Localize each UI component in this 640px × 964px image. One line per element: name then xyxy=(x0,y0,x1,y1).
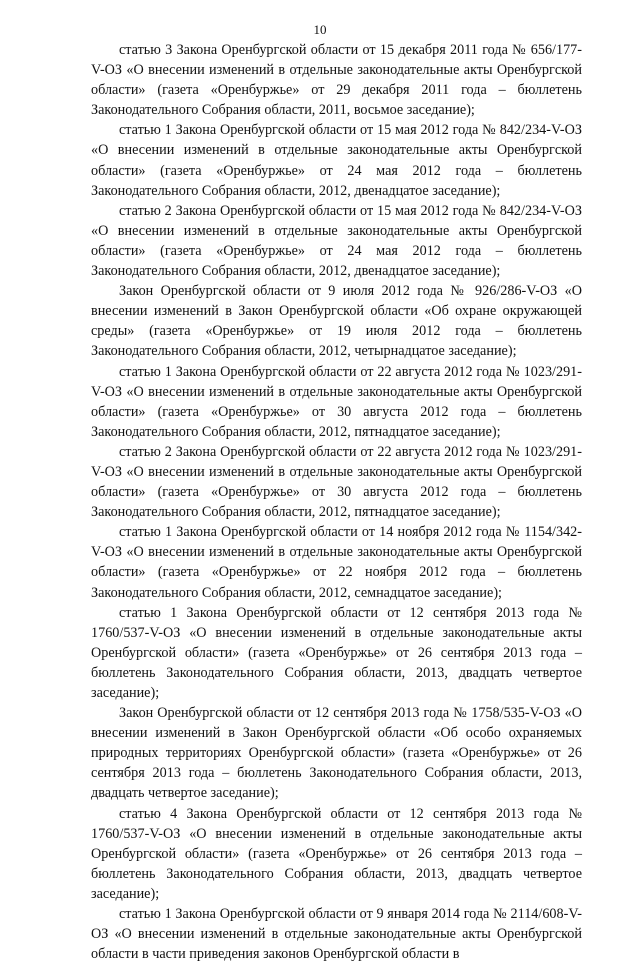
paragraph: Закон Оренбургской области от 9 июля 2012 года № 926/286-V-ОЗ «О внесении изменений в Закон Оренбургской области «Об охране окружающей среды» (газета «Оренбуржье» от 19 июля 2012 года – бюллетень Законодательного Собрания области, 2012, четырнадцатое заседание); xyxy=(91,283,582,360)
paragraph: статью 1 Закона Оренбургской области от 22 августа 2012 года № 1023/291-V-ОЗ «О внесении изменений в отдельные законодательные акты Оренбургской области» (газета «Оренбуржье» от 30 августа 2012 года – бюллетень Законодательного Собрания области, 2012, пятнадцатое заседание); xyxy=(91,363,582,440)
paragraph: Закон Оренбургской области от 12 сентября 2013 года № 1758/535-V-ОЗ «О внесении изменений в Закон Оренбургской области «Об особо охраняемых природных территориях Оренбургской области» (газета «Оренбуржье» от 26 сентября 2013 года – бюллетень Законодательного Собрания области, 2013, двадцать четвертое заседание); xyxy=(91,705,582,802)
document-body xyxy=(91,40,582,964)
paragraph: статью 2 Закона Оренбургской области от 15 мая 2012 года № 842/234-V-ОЗ «О внесении изменений в отдельные законодательные акты Оренбургской области» (газета «Оренбуржье» от 24 мая 2012 года – бюллетень Законодательного Собрания области, 2012, двенадцатое заседание); xyxy=(91,202,582,280)
paragraph: статью 3 Закона Оренбургской области от 15 декабря 2011 года № 656/177-V-ОЗ «О внесении изменений в отдельные законодательные акты Оренбургской области» (газета «Оренбуржье» от 29 декабря 2011 года – бюллетень Законодательного Собрания области, 2011, восьмое заседание); xyxy=(91,42,582,119)
paragraph: статью 1 Закона Оренбургской области от 12 сентября 2013 года № 1760/537-V-ОЗ «О внесении изменений в отдельные законодательные акты Оренбургской области» (газета «Оренбуржье» от 26 сентября 2013 года – бюллетень Законодательного Собрания области, 2013, двадцать четвертое заседание); xyxy=(91,604,582,701)
paragraph: статью 1 Закона Оренбургской области от 9 января 2014 года № 2114/608-V-ОЗ «О внесении изменений в отдельные законодательные акты Оренбургской области в части приведения законов Оренбургской области в xyxy=(91,906,582,963)
paragraph: статью 4 Закона Оренбургской области от 12 сентября 2013 года № 1760/537-V-ОЗ «О внесении изменений в отдельные законодательные акты Оренбургской области» (газета «Оренбуржье» от 26 сентября 2013 года – бюллетень Законодательного Собрания области, 2013, двадцать четвертое заседание); xyxy=(91,805,582,902)
paragraph: статью 1 Закона Оренбургской области от 14 ноября 2012 года № 1154/342-V-ОЗ «О внесении изменений в отдельные законодательные акты Оренбургской области» (газета «Оренбуржье» от 22 ноября 2012 года – бюллетень Законодательного Собрания области, 2012, семнадцатое заседание); xyxy=(91,524,582,601)
paragraph: статью 1 Закона Оренбургской области от 15 мая 2012 года № 842/234-V-ОЗ «О внесении изменений в отдельные законодательные акты Оренбургской области» (газета «Оренбуржье» от 24 мая 2012 года – бюллетень Законодательного Собрания области, 2012, двенадцатое заседание); xyxy=(91,122,582,199)
page-number: 10 xyxy=(313,22,327,37)
paragraph: статью 2 Закона Оренбургской области от 22 августа 2012 года № 1023/291-V-ОЗ «О внесении изменений в отдельные законодательные акты Оренбургской области» (газета «Оренбуржье» от 30 августа 2012 года – бюллетень Законодательного Собрания области, 2012, пятнадцатое заседание); xyxy=(91,443,582,521)
